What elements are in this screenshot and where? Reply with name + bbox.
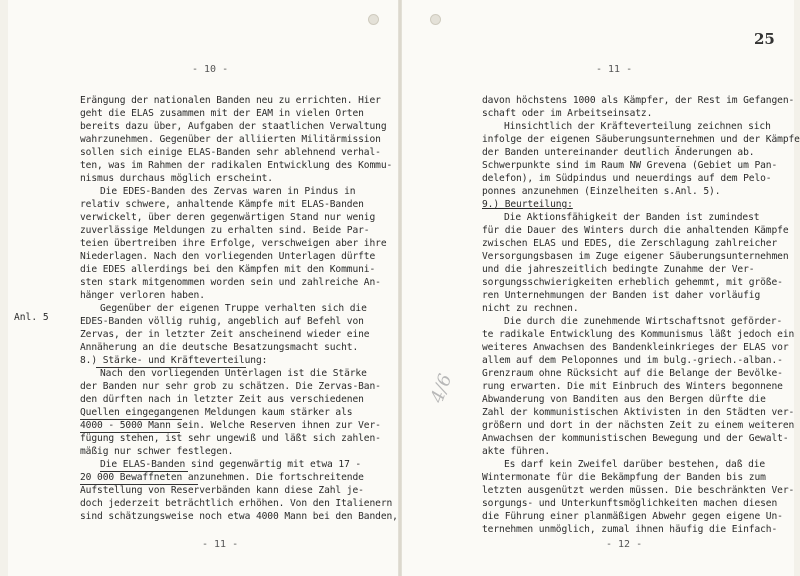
folio-number: 25 — [754, 30, 775, 48]
text-line: allem auf dem Peloponnes und im bulg.-griech.-alban.- — [482, 355, 783, 366]
text-line: wahrzunehmen. Gegenüber der alliierten Militärmission — [80, 134, 381, 145]
text-line: Die Aktionsfähigkeit der Banden ist zumindest — [504, 212, 760, 223]
text-line: doch jederzeit beträchtlich erhöhen. Von den Italienern — [80, 498, 393, 509]
text-line: 20 000 Bewaffneten anzunehmen. Die fortschreitende — [80, 472, 364, 483]
handwritten-underline — [80, 432, 180, 433]
handwritten-underline — [100, 471, 188, 472]
text-line: Hinsichtlich der Kräfteverteilung zeichnen sich — [504, 121, 771, 132]
text-line: sten stark mitgenommen worden sein und zahlreiche An- — [80, 277, 381, 288]
text-line: delefon), im Südpindus und neuerdings auf dem Pelo- — [482, 173, 772, 184]
text-line: Quellen eingegangenen Meldungen kaum stärker als — [80, 407, 353, 418]
text-line: Abwanderung von Banditen aus den Bergen dürfte die — [482, 394, 766, 405]
text-line: nismus durchaus möglich erscheint. — [80, 173, 273, 184]
text-line: Wintermonate für die Bekämpfung der Banden bis zum — [482, 472, 766, 483]
punch-hole — [368, 14, 379, 25]
text-line: Erängung der nationalen Banden neu zu errichten. Hier — [80, 95, 381, 106]
text-line: rung erwarten. Die mit Einbruch des Winters begonnene — [482, 381, 783, 392]
text-line: Niederlagen. Nach den vorliegenden Unterlagen dürfte — [80, 251, 376, 262]
margin-annex-reference: Anl. 5 — [14, 312, 49, 323]
handwritten-underline — [80, 484, 198, 485]
text-line: weiteres Anwachsen des Bandenkleinkrieges der ELAS vor — [482, 342, 789, 353]
text-line: sind schätzungsweise noch etwa 4000 Mann bei den Banden, — [80, 511, 398, 522]
text-line: zwischen ELAS und EDES, die Zerschlagung zahlreicher — [482, 238, 778, 249]
left-page-footer: - 11 - — [202, 539, 239, 550]
text-line: Es darf kein Zweifel darüber bestehen, daß die — [504, 459, 766, 470]
text-line: letzten ausgenützt werden müssen. Die beschränkten Ver- — [482, 485, 795, 496]
text-line: mäßig nur schwer festlegen. — [80, 446, 234, 457]
text-line: sorgungsschwierigkeiten erheblich gehemmt, mit größe- — [482, 277, 783, 288]
text-line: Versorgungsbasen im Zuge eigener Säuberungsunternehmen — [482, 251, 789, 262]
text-line: ten, was im Rahmen der radikalen Entwicklung des Kommu- — [80, 160, 393, 171]
text-line: 4000 - 5000 Mann sein. Welche Reserven ihnen zur Ver- — [80, 420, 381, 431]
text-line: für die Dauer des Winters durch die anhaltenden Kämpfe — [482, 225, 789, 236]
text-line: die EDES allerdings bei den Kämpfen mit den Kommuni- — [80, 264, 376, 275]
text-line: bereits dazu über, Aufgaben der staatlichen Verwaltung — [80, 121, 387, 132]
section-heading: 9.) Beurteilung: — [482, 199, 573, 210]
text-line: der Banden untereinander deutlich Änderungen ab. — [482, 147, 755, 158]
text-line: nicht zu rechnen. — [482, 303, 579, 314]
section-heading: 8.) Stärke- und Kräfteverteilung: — [80, 355, 268, 366]
text-line: Nach den vorliegenden Unterlagen ist die Stärke — [100, 368, 367, 379]
handwritten-underline — [96, 367, 246, 368]
text-line: relativ schwere, anhaltende Kämpfe mit ELAS-Banden — [80, 199, 364, 210]
text-line: Die durch die zunehmende Wirtschaftsnot geförder- — [504, 316, 783, 327]
text-line: Schwerpunkte sind im Raum NW Grevena (Gebiet um Pan- — [482, 160, 778, 171]
text-line: ternehmen unmöglich, zumal ihnen häufig die Einfach- — [482, 524, 778, 535]
text-line: und die jahreszeitlich bedingte Zunahme der Ver- — [482, 264, 755, 275]
page-fold — [398, 0, 402, 576]
text-line: ren Unternehmungen der Banden ist daher vorläufig — [482, 290, 761, 301]
text-line: sorgungs- und Unterkunftsmöglichkeiten machen diesen — [482, 498, 778, 509]
text-line: davon höchstens 1000 als Kämpfer, der Rest im Gefangen- — [482, 95, 795, 106]
text-line: Anwachsen der kommunistischen Bewegung und der Gewalt- — [482, 433, 789, 444]
text-line: Grenzraum ohne Rücksicht auf die Belange der Bevölke- — [482, 368, 783, 379]
text-line: EDES-Banden völlig ruhig, angeblich auf Befehl von — [80, 316, 364, 327]
text-line: größern und dort in der nächsten Zeit zu einem weiteren — [482, 420, 795, 431]
text-line: hänger verloren haben. — [80, 290, 205, 301]
pencil-mark: 4/6 — [426, 371, 457, 406]
text-line: te radikale Entwicklung des Kommunismus läßt jedoch ein — [482, 329, 795, 340]
right-page-footer: - 12 - — [606, 539, 643, 550]
right-page-header: - 11 - — [596, 64, 633, 75]
text-line: fügung stehen, ist sehr ungewiß und läßt sich zahlen- — [80, 433, 381, 444]
text-line: akte führen. — [482, 446, 551, 457]
handwritten-underline — [80, 419, 182, 420]
text-line: der Banden nur sehr grob zu schätzen. Die Zervas-Ban- — [80, 381, 381, 392]
text-line: die Führung einer planmäßigen Abwehr gegen eigene Un- — [482, 511, 783, 522]
text-line: Zahl der kommunistischen Aktivisten in den Städten ver- — [482, 407, 795, 418]
text-line: Annäherung an die deutsche Besatzungsmacht sucht. — [80, 342, 359, 353]
text-line: Die ELAS-Banden sind gegenwärtig mit etwa 17 - — [100, 459, 362, 470]
text-line: teien übertreiben ihre Erfolge, verschweigen aber ihre — [80, 238, 387, 249]
text-line: Zervas, der in letzter Zeit anscheinend wieder eine — [80, 329, 370, 340]
text-line: ponnes anzunehmen (Einzelheiten s.Anl. 5). — [482, 186, 721, 197]
text-line: infolge der eigenen Säuberungsunternehmen und der Kämpfe — [482, 134, 800, 145]
text-line: schaft oder im Arbeitseinsatz. — [482, 108, 653, 119]
text-line: verwickelt, über deren gegenwärtigen Stand nur wenig — [80, 212, 376, 223]
text-line: Gegenüber der eigenen Truppe verhalten sich die — [100, 303, 367, 314]
left-page-header: - 10 - — [192, 64, 229, 75]
text-line: Die EDES-Banden des Zervas waren in Pindus in — [100, 186, 356, 197]
text-line: Aufstellung von Reserverbänden kann diese Zahl je- — [80, 485, 364, 496]
punch-hole — [430, 14, 441, 25]
text-line: sollen sich einige ELAS-Banden sehr ablehnend verhal- — [80, 147, 381, 158]
text-line: geht die ELAS zusammen mit der EAM in vielen Orten — [80, 108, 364, 119]
text-line: den dürften nach in letzter Zeit aus verschiedenen — [80, 394, 364, 405]
text-line: zuverlässige Meldungen zu erhalten sind. Beide Par- — [80, 225, 370, 236]
